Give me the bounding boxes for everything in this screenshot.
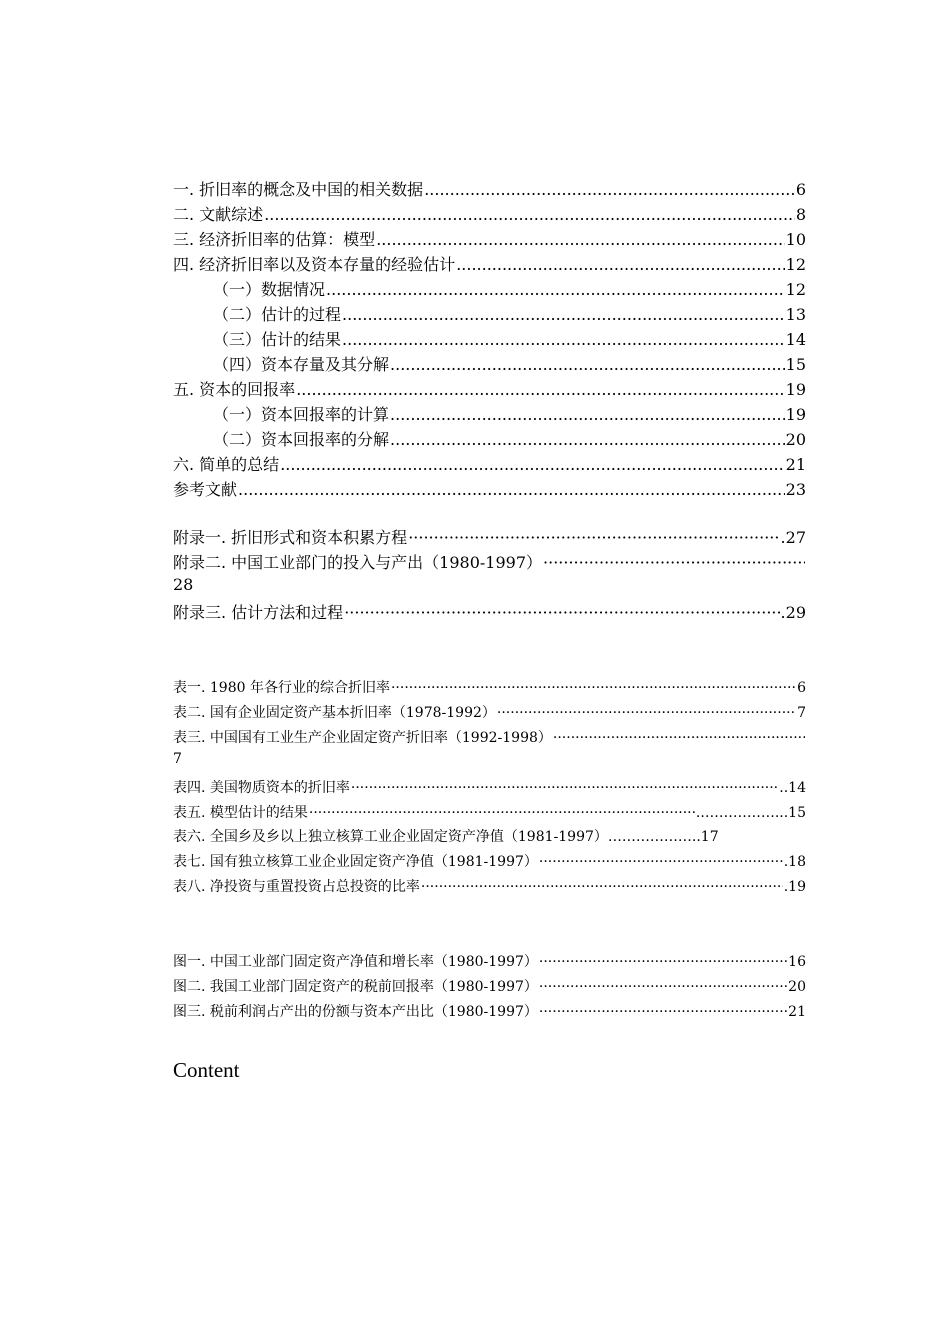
- leader-dots: [421, 879, 783, 895]
- leader-dots: [539, 1004, 787, 1020]
- toc-subentry[interactable]: [213, 352, 806, 375]
- toc-entry-title: （一）资本回报率的计算: [213, 405, 390, 424]
- leader-dots: [539, 979, 787, 995]
- figure-list-entry[interactable]: [173, 976, 806, 996]
- leader-dots: [376, 230, 784, 249]
- leader-dots: [344, 603, 779, 622]
- leader-dots: [309, 805, 695, 821]
- table-list-title: 表八. 净投资与重置投资占总投资的比率: [173, 879, 420, 895]
- table-list-entry[interactable]: [173, 851, 806, 871]
- toc-entry[interactable]: [173, 202, 806, 225]
- figure-list-page: 21: [788, 1004, 806, 1020]
- table-list-page: .19: [783, 879, 806, 895]
- table-list-title: 表三. 中国国有工业生产企业固定资产折旧率（1992-1998）: [173, 730, 552, 746]
- table-list-page: ..14: [779, 780, 806, 796]
- toc-entry[interactable]: [173, 377, 806, 400]
- table-list-page: 7: [797, 705, 806, 721]
- appendix-entry-title: 附录一. 折旧形式和资本积累方程: [173, 528, 408, 547]
- leader-dots: [351, 780, 778, 796]
- toc-subentry[interactable]: [213, 327, 806, 350]
- toc-entry-page: 13: [785, 305, 806, 324]
- appendix-entry[interactable]: [173, 600, 806, 623]
- table-list-title: 表五. 模型估计的结果: [173, 805, 308, 821]
- leader-dots: [390, 430, 785, 449]
- toc-subentry[interactable]: [213, 302, 806, 325]
- leader-dots: [543, 553, 805, 572]
- toc-subentry[interactable]: [213, 402, 806, 425]
- toc-entry-title: 参考文献: [173, 480, 238, 499]
- toc-entry-page: 21: [785, 455, 806, 474]
- toc-entry-title: 三. 经济折旧率的估算：模型: [173, 230, 376, 249]
- toc-entry-title: （二）资本回报率的分解: [213, 430, 390, 449]
- appendix-entry[interactable]: [173, 550, 806, 573]
- toc-entry-title: 二. 文献综述: [173, 205, 264, 224]
- leader-dots: [539, 954, 787, 970]
- toc-entry-page: 23: [785, 480, 806, 499]
- toc-entry-page: 19: [785, 380, 806, 399]
- toc-entry[interactable]: [173, 252, 806, 275]
- leader-dots: [280, 455, 784, 474]
- leader-dots: [497, 705, 796, 721]
- appendix-entry[interactable]: [173, 525, 806, 548]
- table-list-entry[interactable]: [173, 702, 806, 722]
- leader-dots: [342, 330, 785, 349]
- table-list-title: 表二. 国有企业固定资产基本折旧率（1978-1992）: [173, 705, 496, 721]
- toc-entry[interactable]: [173, 227, 806, 250]
- toc-entry-title: （三）估计的结果: [213, 330, 342, 349]
- figure-list-title: 图一. 中国工业部门固定资产净值和增长率（1980-1997）: [173, 954, 538, 970]
- table-list-page: 6: [797, 680, 806, 696]
- table-list-entry[interactable]: [173, 727, 806, 747]
- table-list-title: 表一. 1980 年各行业的综合折旧率: [173, 680, 390, 696]
- figure-list-page: 16: [788, 954, 806, 970]
- table-list-entry[interactable]: [173, 826, 806, 846]
- toc-subentry[interactable]: [213, 277, 806, 300]
- toc-entry[interactable]: [173, 177, 806, 200]
- appendix-entry-page: 28: [173, 575, 194, 594]
- figure-list-entry[interactable]: [173, 951, 806, 971]
- toc-entry[interactable]: [173, 477, 806, 500]
- leader-dots: [296, 380, 784, 399]
- toc-entry-title: 六. 简单的总结: [173, 455, 280, 474]
- table-list-entry[interactable]: [173, 777, 806, 797]
- figure-list-title: 图三. 税前利润占产出的份额与资本产出比（1980-1997）: [173, 1004, 538, 1020]
- appendix-entry-title: 附录二. 中国工业部门的投入与产出（1980-1997）: [173, 553, 543, 572]
- leader-dots: [390, 355, 785, 374]
- leader-dots: [553, 730, 805, 746]
- figure-list-page: 20: [788, 979, 806, 995]
- toc-entry-title: 五. 资本的回报率: [173, 380, 296, 399]
- table-list-page: 7: [173, 751, 182, 767]
- figure-list-title: 图二. 我国工业部门固定资产的税前回报率（1980-1997）: [173, 979, 538, 995]
- figure-list-entry[interactable]: [173, 1001, 806, 1021]
- leader-dots: [390, 405, 785, 424]
- leader-dots: [264, 205, 795, 224]
- toc-entry-title: （二）估计的过程: [213, 305, 342, 324]
- table-list-title: 表六. 全国乡及乡以上独立核算工业企业固定资产净值（1981-1997）: [173, 829, 608, 845]
- leader-dots: [391, 680, 796, 696]
- leader-dots: [408, 528, 779, 547]
- table-list-entry[interactable]: [173, 677, 806, 697]
- table-list-page: ..……………...15: [695, 805, 806, 821]
- toc-entry-page: 12: [785, 255, 806, 274]
- toc-entry-page: 10: [785, 230, 806, 249]
- toc-entry-title: 一. 折旧率的概念及中国的相关数据: [173, 180, 424, 199]
- leader-dots: [342, 305, 785, 324]
- toc-entry-title: （四）资本存量及其分解: [213, 355, 390, 374]
- table-list-entry[interactable]: [173, 876, 806, 896]
- toc-entry-page: 15: [785, 355, 806, 374]
- leader-dots: [424, 180, 795, 199]
- table-list-title: 表四. 美国物质资本的折旧率: [173, 780, 350, 796]
- leader-dots: [539, 854, 783, 870]
- toc-entry-page: 8: [795, 205, 806, 224]
- toc-entry-page: 12: [785, 280, 806, 299]
- toc-entry-page: 6: [795, 180, 806, 199]
- toc-entry-page: 20: [785, 430, 806, 449]
- toc-subentry[interactable]: [213, 427, 806, 450]
- toc-entry-page: 14: [785, 330, 806, 349]
- appendix-entry-page: .27: [780, 528, 806, 547]
- toc-entry-title: （一）数据情况: [213, 280, 326, 299]
- appendix-entry-page: .29: [780, 603, 806, 622]
- toc-entry[interactable]: [173, 452, 806, 475]
- table-list-page: ………………..17: [607, 829, 719, 845]
- table-list-title: 表七. 国有独立核算工业企业固定资产净值（1981-1997）: [173, 854, 538, 870]
- leader-dots: [326, 280, 785, 299]
- appendix-entry-title: 附录三. 估计方法和过程: [173, 603, 344, 622]
- table-list-page: .18: [783, 854, 806, 870]
- table-list-entry[interactable]: [173, 802, 806, 822]
- leader-dots: [456, 255, 784, 274]
- leader-dots: [238, 480, 785, 499]
- toc-entry-page: 19: [785, 405, 806, 424]
- toc-entry-title: 四. 经济折旧率以及资本存量的经验估计: [173, 255, 456, 274]
- content-heading: Content: [173, 1058, 240, 1082]
